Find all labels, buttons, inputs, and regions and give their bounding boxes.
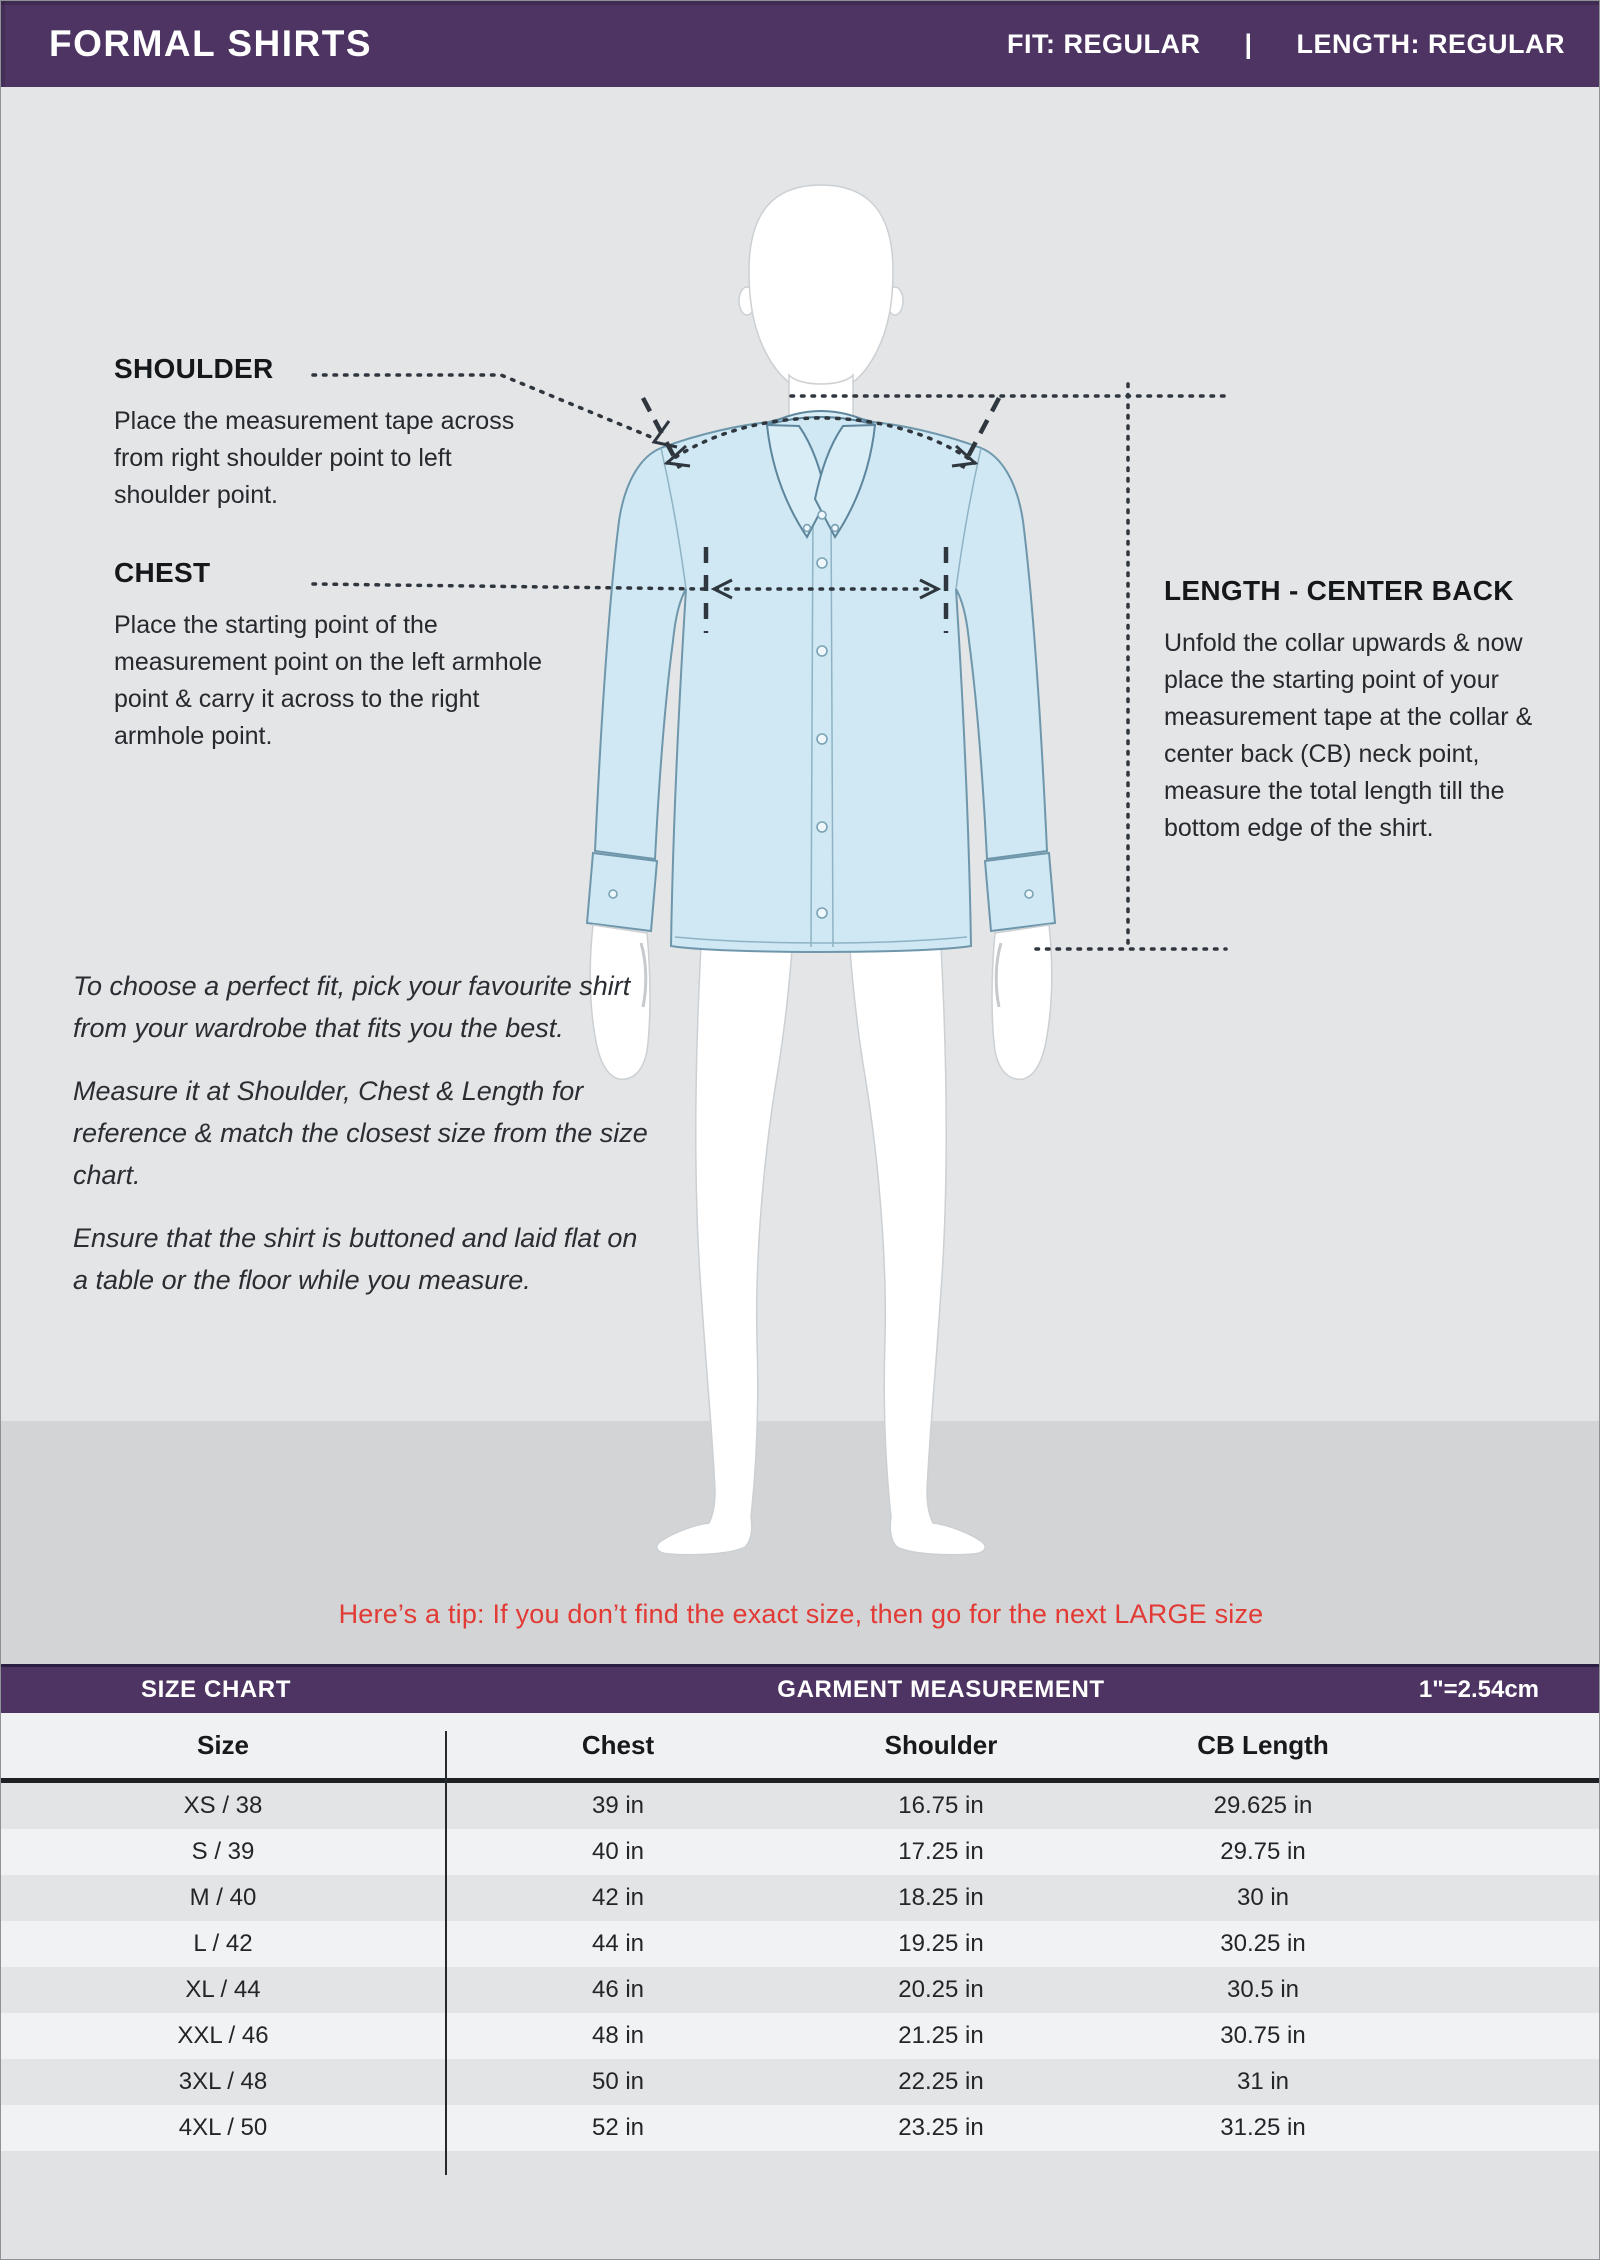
chest-annotation	[114, 557, 554, 755]
cell-chest: 50 in	[591, 2068, 645, 2095]
size-chart-bar	[1, 1664, 1599, 1713]
cell-chest: 39 in	[591, 1792, 645, 1819]
page-title: FORMAL SHIRTS	[49, 23, 373, 64]
cell-shoulder: 20.25 in	[898, 1976, 984, 2003]
cell-shoulder: 22.25 in	[898, 2068, 984, 2095]
length-text: Unfold the collar upwards & now place the starting point of your measurement tape at the collar & center back (CB) neck point, measure the total length till the bottom edge of the shirt.	[1164, 629, 1533, 842]
cell-chest: 46 in	[591, 1976, 645, 2003]
table-footer-space	[1, 2151, 1599, 2260]
legs	[657, 946, 985, 1555]
table-row	[1, 1783, 1600, 1829]
table-column-divider	[445, 1731, 447, 2175]
table-row	[1, 2013, 1600, 2059]
cell-size: XXL / 46	[177, 2022, 269, 2049]
tip-paragraph-2: Measure it at Shoulder, Chest & Length for reference & match the closest size from the size chart.	[73, 1076, 648, 1190]
cell-cb-length: 30 in	[1236, 1884, 1290, 1911]
shirt	[587, 411, 1055, 952]
garment-measurement-label: GARMENT MEASUREMENT	[777, 1676, 1105, 1703]
cell-size: M / 40	[189, 1884, 257, 1911]
table-row	[1, 1829, 1600, 1875]
fit-length-info	[1007, 29, 1565, 60]
chest-text: Place the starting point of the measurement point on the left armhole point & carry it across to the right armhole point.	[114, 611, 543, 750]
cell-size: XL / 44	[185, 1976, 261, 2003]
length-label: LENGTH: REGULAR	[1296, 28, 1565, 59]
tip-paragraph-3: Ensure that the shirt is buttoned and laid flat on a table or the floor while you measure.	[73, 1223, 638, 1295]
cell-shoulder: 21.25 in	[898, 2022, 984, 2049]
mannequin-shirt-illustration	[1, 87, 1600, 1664]
size-chart-label: SIZE CHART	[141, 1676, 291, 1703]
cell-size: S / 39	[191, 1838, 255, 1865]
cell-shoulder: 17.25 in	[898, 1838, 984, 1865]
cell-shoulder: 18.25 in	[898, 1884, 984, 1911]
illustration-canvas	[1, 87, 1600, 1664]
chest-title: CHEST	[114, 557, 211, 588]
cell-size: XS / 38	[183, 1792, 263, 1819]
cell-cb-length: 31 in	[1236, 2068, 1290, 2095]
tip-paragraph-1: To choose a perfect fit, pick your favourite shirt from your wardrobe that fits you the best.	[73, 971, 631, 1043]
shoulder-text: Place the measurement tape across from right shoulder point to left shoulder point.	[114, 407, 515, 509]
cell-chest: 42 in	[591, 1884, 645, 1911]
cell-chest: 52 in	[591, 2114, 645, 2141]
table-row	[1, 2059, 1600, 2105]
cell-chest: 44 in	[591, 1930, 645, 1957]
cell-cb-length: 29.625 in	[1213, 1792, 1313, 1819]
unit-conversion-label: 1"=2.54cm	[1418, 1676, 1539, 1703]
cell-shoulder: 16.75 in	[898, 1792, 984, 1819]
col-header-chest: Chest	[581, 1730, 655, 1760]
table-row	[1, 1967, 1600, 2013]
cell-chest: 48 in	[591, 2022, 645, 2049]
length-title: LENGTH - CENTER BACK	[1164, 575, 1514, 606]
table-row	[1, 1921, 1600, 1967]
col-header-size: Size	[196, 1730, 250, 1760]
header-bar	[1, 1, 1599, 87]
cell-size: 3XL / 48	[178, 2068, 268, 2095]
cell-shoulder: 23.25 in	[898, 2114, 984, 2141]
cell-chest: 40 in	[591, 1838, 645, 1865]
cell-cb-length: 30.5 in	[1226, 1976, 1300, 2003]
col-header-cb-length: CB Length	[1197, 1730, 1329, 1760]
cell-size: L / 42	[193, 1930, 253, 1957]
cell-cb-length: 31.25 in	[1220, 2114, 1306, 2141]
table-row	[1, 1875, 1600, 1921]
shoulder-annotation	[114, 353, 544, 514]
separator: |	[1244, 28, 1253, 59]
cell-cb-length: 30.75 in	[1220, 2022, 1306, 2049]
length-annotation	[1164, 575, 1560, 847]
cell-size: 4XL / 50	[178, 2114, 268, 2141]
table-row	[1, 2105, 1600, 2151]
col-header-shoulder: Shoulder	[884, 1730, 998, 1760]
size-tip-highlight: Here’s a tip: If you don’t find the exact size, then go for the next LARGE size	[338, 1599, 1264, 1629]
cell-shoulder: 19.25 in	[898, 1930, 984, 1957]
cell-cb-length: 29.75 in	[1220, 1838, 1306, 1865]
cell-cb-length: 30.25 in	[1220, 1930, 1306, 1957]
fit-tips	[73, 965, 648, 1322]
shoulder-title: SHOULDER	[114, 353, 274, 384]
fit-label: FIT: REGULAR	[1006, 28, 1201, 59]
table-header-row	[1, 1713, 1600, 1783]
